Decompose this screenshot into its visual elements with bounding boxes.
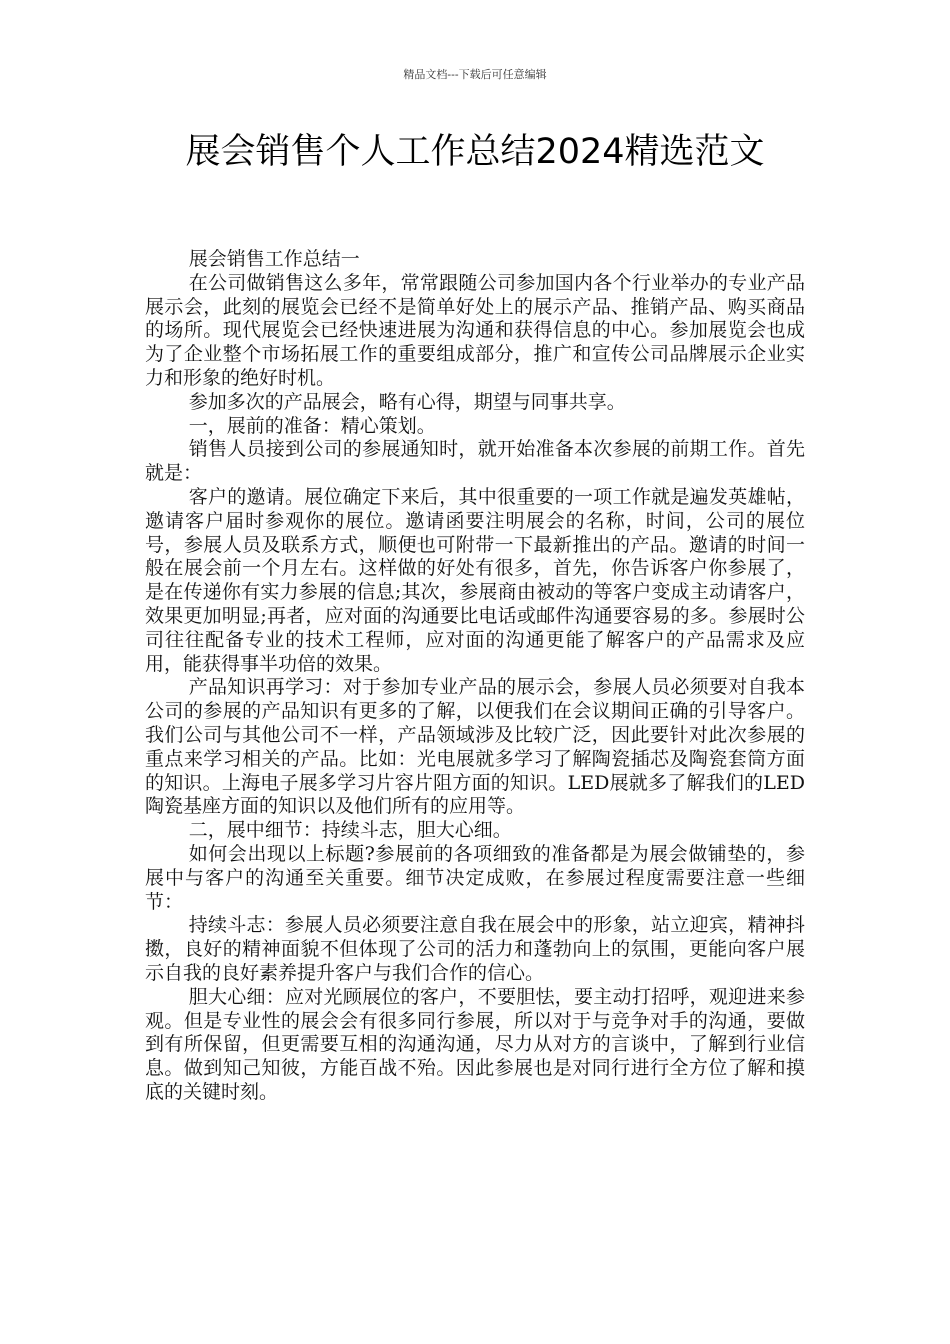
section-heading: 展会销售工作总结一 bbox=[188, 248, 360, 270]
paragraph: 胆大心细：应对光顾展位的客户，不要胆怯，要主动打招呼，观迎进来参观。但是专业性的展会会有很多同行参展，所以对于与竞争对手的沟通，要做到有所保留，但更需要互相的沟通沟通，尽力从对方的言谈中，了解到行业信息。做到知己知彼，方能百战不殆。因此参展也是对同行进行全方位了解和摸底的关键时刻。 bbox=[145, 985, 805, 1103]
document-title: 展会销售个人工作总结2024精选范文 bbox=[185, 132, 765, 172]
page-header: 精品文档---下载后可任意编辑 bbox=[403, 68, 547, 81]
section-heading: 一，展前的准备：精心策划。 bbox=[188, 414, 436, 437]
section-heading: 二，展中细节：持续斗志，胆大心细。 bbox=[188, 819, 512, 842]
paragraph: 参加多次的产品展会，略有心得，期望与同事共享。 bbox=[188, 390, 626, 413]
paragraph: 在公司做销售这么多年，常常跟随公司参加国内各个行业举办的专业产品展示会，此刻的展览会已经不是简单好处上的展示产品、推销产品、购买商品的场所。现代展览会已经快速进展为沟通和获得信息的中心。参加展览会也成为了企业整个市场拓展工作的重要组成部分，推广和宣传公司品牌展示企业实力和形象的绝好时机。 bbox=[145, 271, 805, 389]
paragraph: 持续斗志：参展人员必须要注意自我在展会中的形象，站立迎宾，精神抖擞，良好的精神面貌不但体现了公司的活力和蓬勃向上的氛围，更能向客户展示自我的良好素养提升客户与我们合作的信心。 bbox=[145, 914, 805, 984]
paragraph: 销售人员接到公司的参展通知时，就开始准备本次参展的前期工作。首先就是： bbox=[145, 438, 805, 485]
paragraph: 客户的邀请。展位确定下来后，其中很重要的一项工作就是遍发英雄帖，邀请客户届时参观你的展位。邀请函要注明展会的名称，时间，公司的展位号，参展人员及联系方式，顺便也可附带一下最新推出的产品。邀请的时间一般在展会前一个月左右。这样做的好处有很多，首先，你告诉客户你参展了，是在传递你有实力参展的信息;其次，参展商由被动的等客户变成主动请客户，效果更加明显;再者，应对面的沟通要比电话或邮件沟通要容易的多。参展时公司往往配备专业的技术工程师，应对面的沟通更能了解客户的产品需求及应用，能获得事半功倍的效果。 bbox=[145, 485, 805, 675]
document-body bbox=[145, 248, 805, 1105]
paragraph: 如何会出现以上标题?参展前的各项细致的准备都是为展会做铺垫的，参展中与客户的沟通至关重要。细节决定成败，在参展过程度需要注意一些细节： bbox=[145, 842, 805, 913]
paragraph: 产品知识再学习：对于参加专业产品的展示会，参展人员必须要对自我本公司的参展的产品知识有更多的了解，以便我们在会议期间正确的引导客户。我们公司与其他公司不一样，产品领域涉及比较广泛，因此要针对此次参展的重点来学习相关的产品。比如：光电展就多学习了解陶瓷插芯及陶瓷套筒方面的知识。上海电子展多学习片容片阻方面的知识。LED展就多了解我们的LED陶瓷基座方面的知识以及他们所有的应用等。 bbox=[145, 676, 805, 818]
